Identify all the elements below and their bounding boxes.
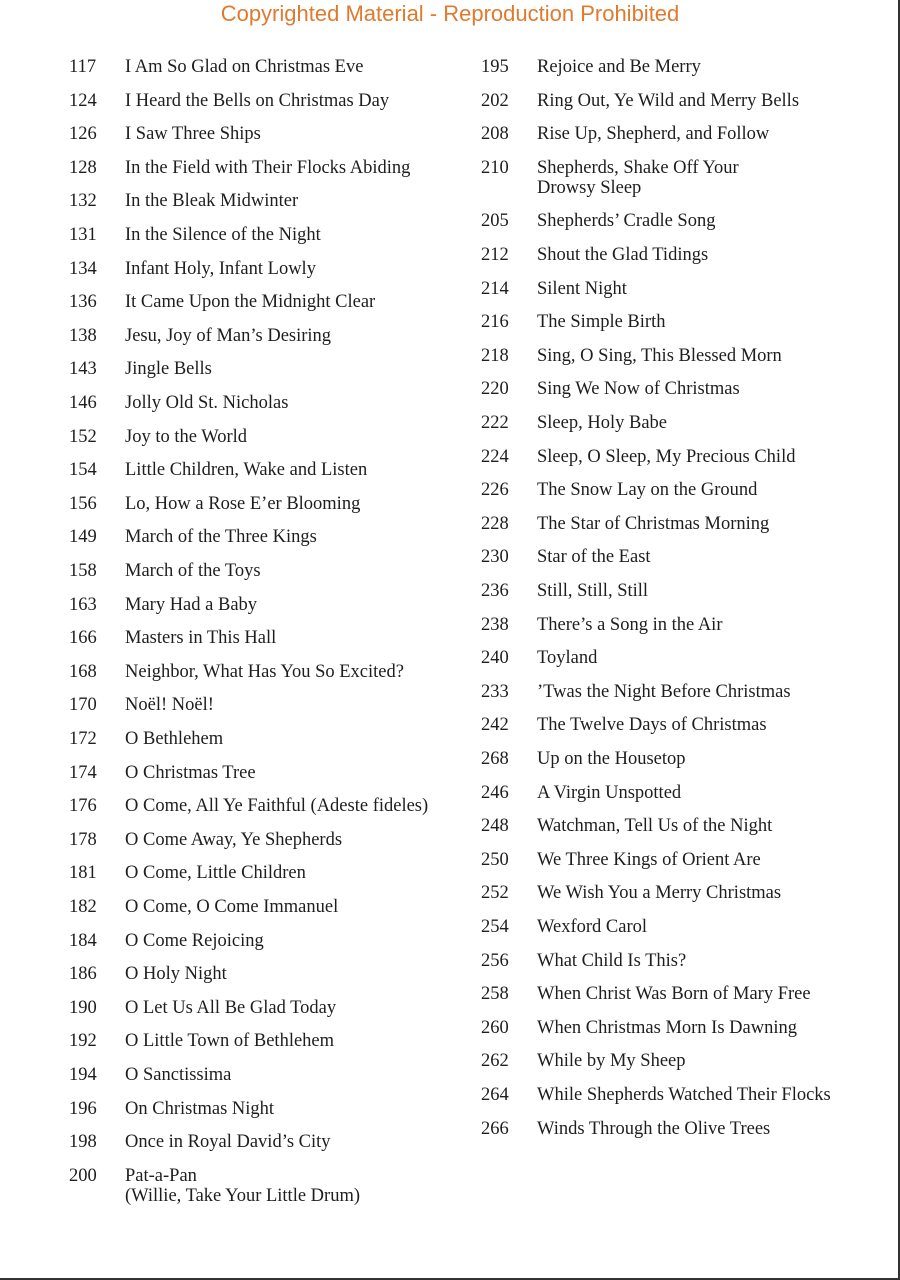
toc-title-text: O Bethlehem [125, 729, 224, 749]
toc-entry [481, 346, 891, 366]
toc-page-number: 205 [481, 211, 509, 232]
toc-title [537, 124, 891, 144]
toc-title [125, 628, 479, 648]
toc-page-number: 181 [69, 863, 97, 884]
toc-title-text: On Christmas Night [125, 1098, 275, 1119]
toc-title-text: Shepherds, Shake Off Your [537, 157, 739, 178]
toc-title-text: The Twelve Days of Christmas [537, 715, 767, 736]
toc-page-number: 168 [69, 661, 97, 682]
toc-entry [481, 1018, 891, 1038]
copyright-banner: Copyrighted Material - Reproduction Prohibited [220, 1, 680, 26]
toc-page-number: 134 [69, 258, 97, 279]
toc-title-text: While Shepherds Watched Their Flocks [537, 1085, 831, 1105]
toc-title-text: In the Field with Their Flocks Abiding [125, 157, 411, 178]
toc-page-number: 163 [69, 594, 97, 615]
toc-title [125, 359, 479, 379]
toc-title [125, 57, 479, 77]
toc-title [537, 91, 891, 111]
toc-page-number: 152 [69, 426, 97, 447]
toc-title-text: Sing We Now of Christmas [537, 379, 740, 400]
toc-page-number: 208 [481, 124, 509, 145]
toc-entry [481, 379, 891, 399]
toc-title-text: Rise Up, Shepherd, and Follow [537, 124, 770, 145]
toc-page-number: 258 [481, 984, 509, 1005]
toc-entry [481, 211, 891, 231]
toc-title-text: I Am So Glad on Christmas Eve [125, 57, 364, 77]
toc-entry [69, 695, 479, 715]
toc-entry [481, 917, 891, 937]
toc-title-text: Jesu, Joy of Man’s Desiring [125, 325, 332, 346]
toc-title-text: Watchman, Tell Us of the Night [537, 816, 773, 837]
toc-page-number: 214 [481, 278, 509, 299]
toc-title [537, 1051, 891, 1071]
toc-title-text: Silent Night [537, 278, 627, 299]
toc-page-number: 250 [481, 849, 509, 870]
toc-title-text: March of the Three Kings [125, 527, 317, 548]
toc-title-text: Up on the Housetop [537, 749, 686, 769]
toc-title-text: O Christmas Tree [125, 762, 256, 783]
toc-entry [69, 359, 479, 379]
toc-title [125, 561, 479, 581]
toc-page-number: 212 [481, 245, 509, 265]
toc-title-text: Ring Out, Ye Wild and Merry Bells [537, 90, 800, 111]
toc-entry [69, 259, 479, 279]
toc-title [125, 1099, 479, 1119]
toc-entry [481, 682, 891, 702]
toc-entry [69, 1065, 479, 1085]
toc-title [125, 931, 479, 951]
toc-entry [481, 783, 891, 803]
toc-title [537, 883, 891, 903]
toc-page-number: 226 [481, 480, 509, 501]
toc-title-text: O Come, Little Children [125, 863, 306, 884]
toc-title-text: What Child Is This? [537, 950, 687, 971]
toc-page-number: 246 [481, 782, 509, 803]
toc-page-number: 124 [69, 90, 97, 111]
toc-title [125, 595, 479, 615]
toc-entry [69, 91, 479, 111]
toc-title-text: Neighbor, What Has You So Excited? [125, 661, 404, 682]
toc-entry [481, 57, 891, 77]
toc-title-text: In the Bleak Midwinter [125, 191, 299, 212]
toc-title [537, 413, 891, 433]
toc-entry [481, 91, 891, 111]
toc-title [125, 460, 479, 480]
toc-title-text: Rejoice and Be Merry [537, 57, 701, 77]
toc-page-number: 195 [481, 57, 509, 77]
toc-title-text: O Little Town of Bethlehem [125, 1031, 335, 1052]
toc-entry [69, 527, 479, 547]
toc-title [537, 615, 891, 635]
toc-page-number: 158 [69, 561, 97, 581]
toc-title [537, 245, 891, 265]
toc-title-text: Shout the Glad Tidings [537, 245, 709, 265]
toc-page-number: 233 [481, 681, 509, 702]
toc-title [537, 1018, 891, 1038]
toc-entry [481, 581, 891, 601]
toc-entry [69, 1132, 479, 1152]
toc-page-number: 192 [69, 1031, 97, 1052]
toc-title [125, 225, 479, 245]
toc-page-number: 222 [481, 413, 509, 433]
toc-page-number: 218 [481, 345, 509, 366]
toc-entry [69, 427, 479, 447]
toc-title [537, 514, 891, 534]
toc-title [537, 547, 891, 567]
toc-page-number: 198 [69, 1132, 97, 1153]
toc-title [537, 850, 891, 870]
toc-title-text: Wexford Carol [537, 917, 647, 937]
toc-title [537, 211, 891, 231]
toc-title [125, 998, 479, 1018]
toc-title [537, 749, 891, 769]
toc-entry [481, 749, 891, 769]
toc-entry [69, 191, 479, 211]
toc-page-number: 184 [69, 930, 97, 951]
toc-title-text: ’Twas the Night Before Christmas [537, 681, 791, 702]
toc-page-number: 138 [69, 325, 97, 346]
toc-entry [481, 124, 891, 144]
toc-title-text: A Virgin Unspotted [537, 782, 682, 803]
toc-page-number: 166 [69, 628, 97, 649]
toc-entry [69, 158, 479, 178]
toc-title [537, 951, 891, 971]
toc-title [125, 695, 479, 715]
toc-entry [481, 715, 891, 735]
toc-entry [69, 863, 479, 883]
toc-page-number: 240 [481, 648, 509, 669]
toc-title [125, 393, 479, 413]
toc-title [125, 964, 479, 984]
toc-entry [481, 514, 891, 534]
toc-title [125, 1166, 479, 1206]
toc-title [537, 279, 891, 299]
toc-title [537, 581, 891, 601]
toc-entry [481, 413, 891, 433]
toc-page-number: 254 [481, 917, 509, 937]
toc-title-text: In the Silence of the Night [125, 225, 321, 245]
toc-title [125, 763, 479, 783]
toc-title-continuation: Drowsy Sleep [537, 177, 642, 198]
toc-title-text: Jingle Bells [125, 359, 212, 380]
toc-page-number: 264 [481, 1085, 509, 1105]
toc-entry [481, 447, 891, 467]
toc-title-text: The Snow Lay on the Ground [537, 480, 758, 501]
toc-entry [481, 615, 891, 635]
toc-title-text: The Star of Christmas Morning [537, 513, 770, 534]
toc-page-number: 210 [481, 157, 509, 178]
toc-entry [481, 158, 891, 198]
toc-page-number: 200 [69, 1165, 97, 1186]
toc-page-number: 238 [481, 614, 509, 635]
toc-title-text: Joy to the World [125, 426, 248, 447]
toc-page-number: 228 [481, 513, 509, 534]
toc-title [125, 863, 479, 883]
toc-entry [69, 662, 479, 682]
toc-page-number: 190 [69, 997, 97, 1018]
toc-page-number: 262 [481, 1051, 509, 1072]
toc-entry [481, 883, 891, 903]
toc-title [537, 917, 891, 937]
toc-title-text: Jolly Old St. Nicholas [125, 393, 289, 413]
toc-page-number: 236 [481, 581, 509, 601]
toc-title-text: Infant Holy, Infant Lowly [125, 258, 316, 279]
toc-page-number: 186 [69, 964, 97, 985]
toc-page-number: 149 [69, 527, 97, 548]
toc-title-text: I Heard the Bells on Christmas Day [125, 90, 390, 111]
toc-title [125, 527, 479, 547]
toc-entry [69, 460, 479, 480]
toc-entry [69, 494, 479, 514]
toc-title-text: There’s a Song in the Air [537, 614, 723, 635]
toc-entry [69, 796, 479, 816]
toc-title [537, 816, 891, 836]
toc-title-text: O Sanctissima [125, 1065, 232, 1085]
toc-page-number: 224 [481, 446, 509, 467]
toc-title [537, 682, 891, 702]
toc-title-text: I Saw Three Ships [125, 124, 261, 145]
toc-entry [481, 547, 891, 567]
toc-page-number: 178 [69, 829, 97, 850]
toc-page-number: 266 [481, 1118, 509, 1139]
toc-entry [69, 729, 479, 749]
toc-title-text: Sleep, O Sleep, My Precious Child [537, 446, 796, 467]
toc-entry [69, 1166, 479, 1206]
toc-title [125, 830, 479, 850]
toc-entry [481, 1085, 891, 1105]
toc-title-text: Pat-a-Pan [125, 1165, 197, 1186]
toc-entry [69, 393, 479, 413]
toc-title-text: Noël! Noël! [125, 695, 214, 716]
toc-page-number: 176 [69, 796, 97, 817]
toc-entry [69, 57, 479, 77]
toc-page-number: 256 [481, 950, 509, 971]
toc-title-continuation: (Willie, Take Your Little Drum) [125, 1185, 360, 1206]
toc-title [125, 191, 479, 211]
toc-page-number: 174 [69, 762, 97, 783]
toc-entry [481, 245, 891, 265]
toc-title-text: Mary Had a Baby [125, 594, 258, 615]
toc-title [537, 379, 891, 399]
toc-page-number: 146 [69, 393, 97, 413]
toc-title [125, 494, 479, 514]
toc-title [125, 158, 479, 178]
toc-entry [481, 648, 891, 668]
toc-entry [69, 1031, 479, 1051]
toc-page-number: 126 [69, 124, 97, 145]
toc-title [537, 984, 891, 1004]
toc-title-text: Still, Still, Still [537, 581, 649, 601]
toc-title [537, 1085, 891, 1105]
toc-entry [69, 292, 479, 312]
toc-entry [481, 480, 891, 500]
toc-entry [69, 830, 479, 850]
toc-page-number: 202 [481, 90, 509, 111]
toc-page-number: 194 [69, 1065, 97, 1085]
toc-page-number: 154 [69, 460, 97, 481]
toc-entry [481, 279, 891, 299]
toc-title-text: We Wish You a Merry Christmas [537, 883, 782, 904]
toc-title-text: Star of the East [537, 547, 651, 568]
toc-entry [481, 984, 891, 1004]
toc-page-number: 242 [481, 715, 509, 736]
toc-page-number: 268 [481, 749, 509, 769]
toc-page-number: 170 [69, 695, 97, 716]
toc-title-text: O Come, O Come Immanuel [125, 897, 339, 917]
toc-page-number: 136 [69, 292, 97, 313]
toc-page-number: 248 [481, 816, 509, 837]
toc-title-text: Toyland [537, 648, 598, 669]
toc-title [537, 648, 891, 668]
toc-title-text: O Holy Night [125, 964, 227, 985]
toc-page-number: 132 [69, 191, 97, 212]
toc-entry [69, 897, 479, 917]
toc-title-text: O Come Rejoicing [125, 930, 264, 951]
toc-title-text: O Come Away, Ye Shepherds [125, 829, 343, 850]
toc-entry [69, 628, 479, 648]
toc-title-text: It Came Upon the Midnight Clear [125, 292, 376, 313]
toc-title [537, 312, 891, 332]
toc-title [125, 326, 479, 346]
toc-title [537, 715, 891, 735]
toc-page-number: 220 [481, 379, 509, 400]
toc-entry [481, 1051, 891, 1071]
toc-title-text: O Come, All Ye Faithful (Adeste fideles) [125, 796, 429, 817]
toc-title-text: While by My Sheep [537, 1051, 686, 1072]
toc-entry [481, 850, 891, 870]
toc-entry [69, 998, 479, 1018]
toc-entry [69, 561, 479, 581]
toc-title-text: Winds Through the Olive Trees [537, 1118, 771, 1139]
toc-title [125, 1132, 479, 1152]
toc-title [537, 480, 891, 500]
toc-page-number: 143 [69, 359, 97, 380]
toc-title-text: Lo, How a Rose E’er Blooming [125, 493, 361, 514]
toc-title-text: Little Children, Wake and Listen [125, 460, 368, 481]
toc-title-text: O Let Us All Be Glad Today [125, 997, 337, 1018]
toc-title-text: We Three Kings of Orient Are [537, 849, 761, 870]
toc-entry [69, 964, 479, 984]
toc-title [125, 91, 479, 111]
toc-title [125, 292, 479, 312]
toc-page-number: 260 [481, 1017, 509, 1038]
toc-title-text: The Simple Birth [537, 312, 666, 333]
toc-page-number: 172 [69, 729, 97, 749]
toc-entry [69, 225, 479, 245]
toc-title-text: When Christmas Morn Is Dawning [537, 1017, 797, 1038]
toc-title [125, 427, 479, 447]
toc-page-number: 230 [481, 547, 509, 568]
toc-entry [69, 326, 479, 346]
toc-entry [69, 1099, 479, 1119]
toc-title [125, 796, 479, 816]
toc-page-number: 128 [69, 157, 97, 178]
toc-title [537, 57, 891, 77]
toc-entry [69, 763, 479, 783]
toc-title [537, 1119, 891, 1139]
toc-entry [481, 816, 891, 836]
toc-title-text: When Christ Was Born of Mary Free [537, 984, 811, 1005]
toc-title-text: March of the Toys [125, 561, 261, 581]
toc-title-text: Shepherds’ Cradle Song [537, 211, 716, 232]
toc-page-number: 156 [69, 493, 97, 514]
toc-title-text: Sleep, Holy Babe [537, 413, 667, 433]
toc-entry [69, 124, 479, 144]
toc-entry [481, 1119, 891, 1139]
toc-title [125, 259, 479, 279]
toc-title [125, 662, 479, 682]
toc-page-number: 252 [481, 883, 509, 904]
toc-title [537, 346, 891, 366]
toc-title [125, 1031, 479, 1051]
toc-title [537, 158, 891, 198]
toc-entry [69, 595, 479, 615]
toc-title [125, 1065, 479, 1085]
toc-entry [69, 931, 479, 951]
toc-title-text: Masters in This Hall [125, 628, 277, 649]
toc-title [125, 897, 479, 917]
toc-title-text: Once in Royal David’s City [125, 1132, 331, 1153]
toc-title [537, 783, 891, 803]
toc-page-number: 216 [481, 312, 509, 333]
toc-entry [481, 951, 891, 971]
toc-title [537, 447, 891, 467]
toc-entry [481, 312, 891, 332]
toc-title-text: Sing, O Sing, This Blessed Morn [537, 345, 782, 366]
toc-page-number: 117 [69, 57, 97, 77]
toc-page-number: 182 [69, 897, 97, 917]
toc-page-number: 131 [69, 225, 97, 245]
toc-title [125, 124, 479, 144]
toc-page-number: 196 [69, 1098, 97, 1119]
toc-title [125, 729, 479, 749]
